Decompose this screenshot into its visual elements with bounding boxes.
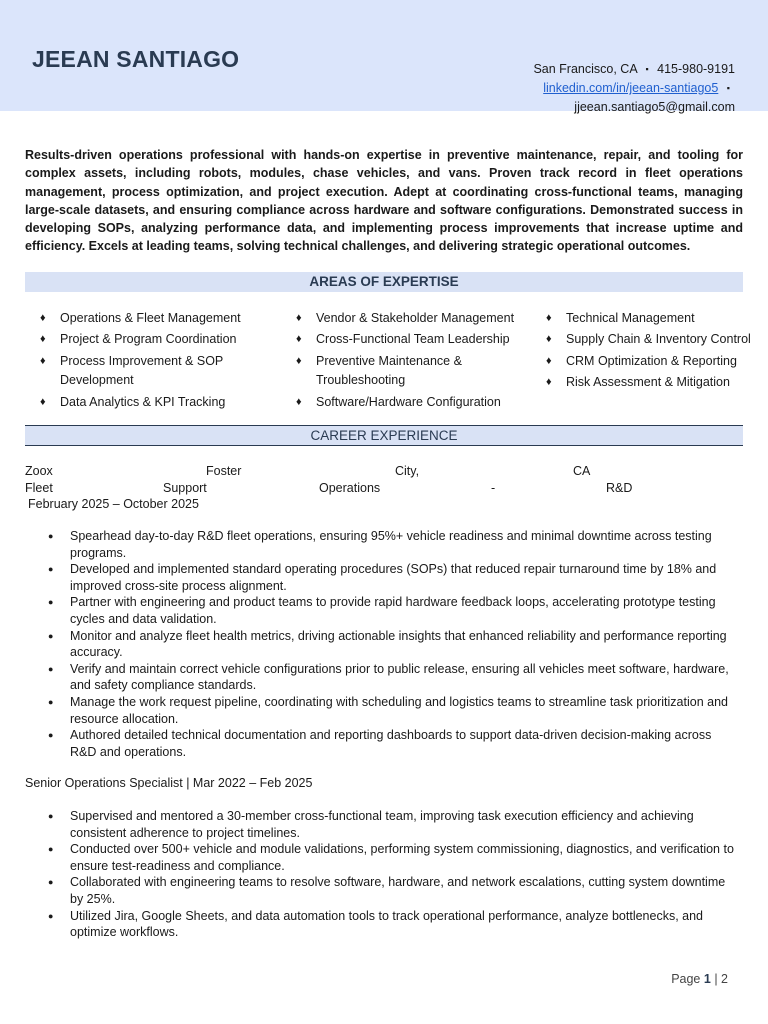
achievement-bullet: ● Developed and implemented standard operating procedures (SOPs) that reduced repair turnaround time by 18% and improved cross-site process alignment. — [48, 561, 748, 594]
expertise-column-1 — [40, 309, 245, 414]
expertise-item: ♦ Project & Program Coordination — [40, 330, 245, 350]
expertise-item: ♦ Process Improvement & SOP Development — [40, 352, 245, 392]
achievement-bullet: ● Collaborated with engineering teams to resolve software, hardware, and network escalations, cutting system downtime by 25%. — [48, 874, 748, 907]
achievement-bullet: ● Monitor and analyze fleet health metrics, driving actionable insights that enhanced reliability and performance reporting accuracy. — [48, 628, 748, 661]
location: San Francisco, CA — [533, 62, 637, 76]
company-name: Zoox — [25, 464, 53, 478]
job-date: February 2025 – October 2025 — [28, 497, 199, 511]
page-number: Page 1 | 2 — [671, 972, 728, 986]
expertise-item: ♦ Data Analytics & KPI Tracking — [40, 393, 245, 413]
separator-bullet: ▪ — [726, 83, 730, 93]
expertise-item: ♦ Vendor & Stakeholder Management — [296, 309, 521, 329]
professional-summary: Results-driven operations professional with hands-on expertise in preventive maintenance, repair, and tooling for complex assets, including robots, modules, chase vehicles, and vans. Proven track record in fleet operations management, process optimization, and project execution. Adept at coordinating cross-functional teams, managing large-scale datasets, and ensuring compliance across hardware and software configurations. Demonstrated success in developing SOPs, analyzing performance data, and implementing process improvements that increase uptime and efficiency. Excels at leading teams, solving technical challenges, and delivering strategic operational outcomes. — [25, 148, 743, 254]
separator-bullet: ▪ — [645, 64, 649, 74]
role-word: Fleet — [25, 481, 53, 495]
candidate-name: JEEAN SANTIAGO — [32, 46, 240, 72]
expertise-item: ♦ Risk Assessment & Mitigation — [546, 373, 768, 393]
expertise-item: ♦ Software/Hardware Configuration — [296, 393, 521, 413]
role-word: - — [491, 481, 496, 495]
company-location-word: CA — [573, 464, 591, 478]
expertise-item: ♦ Operations & Fleet Management — [40, 309, 245, 329]
expertise-item: ♦ CRM Optimization & Reporting — [546, 352, 768, 372]
expertise-item: ♦ Cross-Functional Team Leadership — [296, 330, 521, 350]
expertise-heading: AREAS OF EXPERTISE — [25, 272, 743, 292]
expertise-column-3 — [546, 309, 768, 394]
achievement-bullet: ● Manage the work request pipeline, coordinating with scheduling and logistics teams to streamline task prioritization and resource allocation. — [48, 694, 748, 727]
expertise-item: ♦ Technical Management — [546, 309, 768, 329]
job-2-bullets — [48, 808, 748, 941]
job-1-bullets — [48, 528, 748, 760]
job-2-title: Senior Operations Specialist | Mar 2022 – Feb 2025 — [25, 776, 313, 790]
expertise-item: ♦ Preventive Maintenance & Troubleshooting — [296, 352, 521, 392]
achievement-bullet: ● Partner with engineering and product teams to provide rapid hardware feedback loops, accelerating prototype testing cycles and data validation. — [48, 594, 748, 627]
contact-info — [533, 60, 735, 117]
phone: 415-980-9191 — [657, 62, 735, 76]
company-location-word: Foster — [206, 464, 242, 478]
achievement-bullet: ● Verify and maintain correct vehicle configurations prior to public release, ensuring all vehicles meet software, hardware, and safety compliance standards. — [48, 661, 748, 694]
role-word: R&D — [606, 481, 633, 495]
achievement-bullet: ● Supervised and mentored a 30-member cross-functional team, improving task execution efficiency and achieving consistent adherence to project timelines. — [48, 808, 748, 841]
role-word: Support — [163, 481, 207, 495]
achievement-bullet: ● Authored detailed technical documentation and reporting dashboards to support data-driven decision-making across R&D and operations. — [48, 727, 748, 760]
company-location-word: City, — [395, 464, 420, 478]
achievement-bullet: ● Conducted over 500+ vehicle and module validations, performing system commissioning, diagnostics, and verification to ensure test-readiness and compliance. — [48, 841, 748, 874]
email: jjeean.santiago5@gmail.com — [574, 100, 735, 114]
career-heading: CAREER EXPERIENCE — [25, 425, 743, 446]
achievement-bullet: ● Utilized Jira, Google Sheets, and data automation tools to track operational performance, analyze bottlenecks, and optimize workflows. — [48, 908, 748, 941]
achievement-bullet: ● Spearhead day-to-day R&D fleet operations, ensuring 95%+ vehicle readiness and minimal downtime across testing programs. — [48, 528, 748, 561]
linkedin-link[interactable]: linkedin.com/in/jeean-santiago5 — [543, 81, 719, 95]
role-word: Operations — [319, 481, 381, 495]
expertise-item: ♦ Supply Chain & Inventory Control — [546, 330, 768, 350]
expertise-column-2 — [296, 309, 521, 414]
